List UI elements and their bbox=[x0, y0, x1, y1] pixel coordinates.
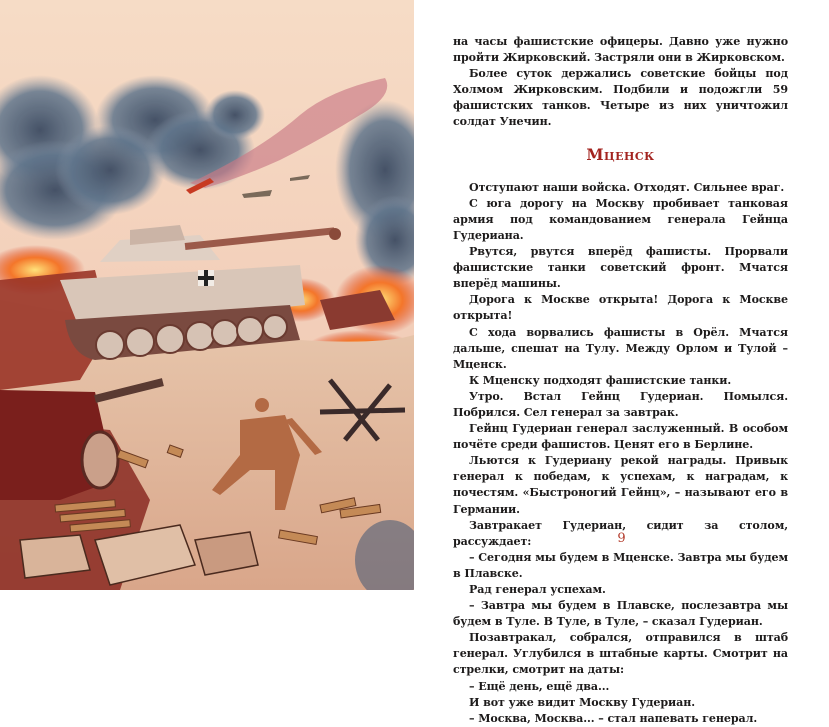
paragraph: Более суток держались советские бойцы под Холмом Жирковским. Подбили и подожгли 59 фашистских танков. Четыре из них уничтожил солдат Унечин. bbox=[453, 67, 788, 129]
dialogue-line: – Завтра мы будем в Плавске, послезавтра мы будем в Туле. В Туле, в Туле, – сказал Гудериан. bbox=[453, 599, 788, 629]
page-body bbox=[453, 34, 788, 727]
paragraph: Отступают наши войска. Отходят. Сильнее враг. bbox=[469, 180, 785, 194]
paragraph: Позавтракал, собрался, отправился в штаб генерал. Углубился в штабные карты. Смотрит на стрелки, смотрит на даты: bbox=[453, 631, 788, 677]
battle-illustration bbox=[0, 0, 414, 590]
paragraph: Гейнц Гудериан генерал заслуженный. В особом почёте среди фашистов. Ценят его в Берлине. bbox=[453, 422, 788, 452]
dialogue-line: – Ещё день, ещё два... bbox=[469, 679, 610, 693]
paragraph: Утро. Встал Гейнц Гудериан. Помылся. Побрился. Сел генерал за завтрак. bbox=[453, 389, 788, 419]
paragraph: Дорога к Москве открыта! Дорога к Москве открыта! bbox=[453, 293, 788, 323]
dialogue-line: – Сегодня мы будем в Мценске. Завтра мы будем в Плавске. bbox=[453, 550, 788, 580]
paragraph: С юга дорогу на Москву пробивает танковая армия под командованием генерала Гейнца Гудериана. bbox=[453, 196, 788, 242]
paragraph: Завтракает Гудериан, сидит за столом, рассуждает: bbox=[453, 518, 788, 548]
paragraph: Рвутся, рвутся вперёд фашисты. Прорвали фашистские танки советский фронт. Мчатся вперёд машины. bbox=[453, 245, 788, 291]
paragraph: Льются к Гудериану рекой награды. Привык генерал к победам, к успехам, к наградам, к почестям. «Быстроногий Гейнц», – называют его в Германии. bbox=[453, 454, 788, 516]
watercolor-battle-scene bbox=[0, 0, 414, 590]
text-page bbox=[414, 0, 829, 725]
dialogue-line: – Москва, Москва... – стал напевать генерал. bbox=[469, 711, 758, 725]
page-number: 9 bbox=[617, 531, 626, 546]
chapter-title: Мценск bbox=[586, 144, 655, 164]
paragraph: К Мценску подходят фашистские танки. bbox=[469, 373, 732, 387]
paragraph: Рад генерал успехам. bbox=[469, 583, 606, 596]
paragraph: на часы фашистские офицеры. Давно уже нужно пройти Жирковский. Застряли они в Жирковском. bbox=[453, 35, 788, 65]
paragraph: С хода ворвались фашисты в Орёл. Мчатся дальше, спешат на Тулу. Между Орлом и Тулой – Мценск. bbox=[453, 325, 788, 371]
paragraph: И вот уже видит Москву Гудериан. bbox=[469, 695, 695, 709]
